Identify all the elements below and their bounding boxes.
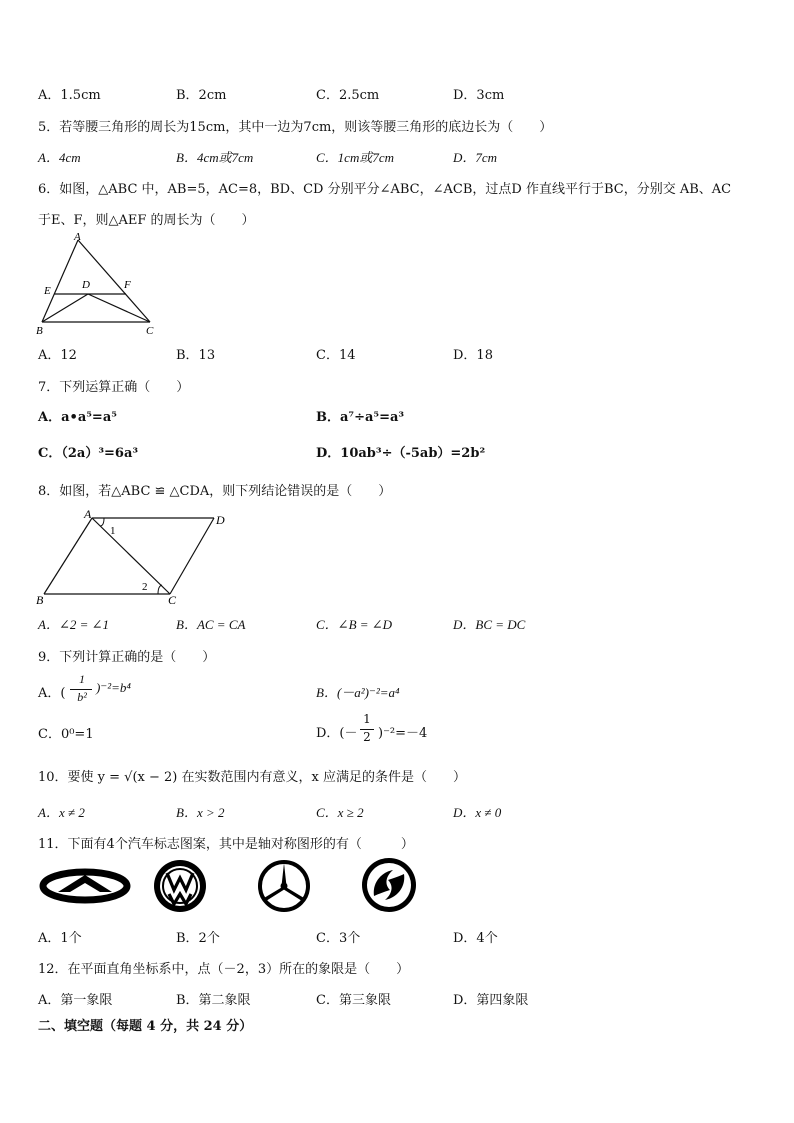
q5-option-d: D．7cm bbox=[453, 150, 498, 165]
q10-option-b: B．x > 2 bbox=[176, 805, 225, 820]
q6-stem-line1: 6．如图，△ABC 中，AB=5，AC=8，BD、CD 分别平分∠ABC，∠ACB，过点D 作直线平行于BC，分别交 AB、AC bbox=[38, 182, 732, 197]
q8-parallelogram-figure bbox=[34, 506, 234, 608]
section-2-title: 二、填空题（每题 4 分，共 24 分） bbox=[38, 1019, 253, 1034]
q12-stem: 12．在平面直角坐标系中，点（－2，3）所在的象限是（ ） bbox=[38, 962, 410, 977]
q4-option-a: A．1.5cm bbox=[38, 88, 101, 103]
q7-option-b: B．a⁷÷a⁵=a³ bbox=[316, 410, 405, 425]
q6-triangle-figure bbox=[36, 230, 166, 338]
q10-option-c: C．x ≥ 2 bbox=[316, 805, 364, 820]
q6-label-a: A bbox=[74, 231, 81, 243]
q6-stem-line2: 于E、F，则△AEF 的周长为（ ） bbox=[38, 213, 255, 228]
q5-stem: 5．若等腰三角形的周长为15cm，其中一边为7cm，则该等腰三角形的底边长为（ ） bbox=[38, 120, 553, 135]
q12-option-b: B．第二象限 bbox=[176, 993, 251, 1008]
q12-option-d: D．第四象限 bbox=[453, 993, 529, 1008]
q6-label-f: F bbox=[124, 279, 131, 291]
q11-option-d: D．4个 bbox=[453, 931, 498, 946]
infiniti-logo-icon bbox=[38, 866, 132, 906]
q8-label-a: A bbox=[84, 507, 92, 521]
q6-option-c: C．14 bbox=[316, 348, 356, 363]
q8-label-b: B bbox=[36, 593, 44, 607]
q10-option-a: A．x ≠ 2 bbox=[38, 805, 85, 820]
q6-option-d: D．18 bbox=[453, 348, 493, 363]
q5-option-c: C．1cm或7cm bbox=[316, 150, 394, 165]
q12-option-c: C．第三象限 bbox=[316, 993, 391, 1008]
volkswagen-logo-icon bbox=[152, 858, 208, 914]
q8-option-c: C．∠B = ∠D bbox=[316, 617, 393, 632]
q8-option-b: B．AC = CA bbox=[176, 617, 246, 632]
q9-option-d-numerator: 1 bbox=[363, 712, 371, 726]
q9-option-a-suffix: )⁻²=b⁴ bbox=[96, 680, 131, 695]
q7-option-a: A．a•a⁵=a⁵ bbox=[38, 410, 117, 425]
q7-option-c: C．（2a）³=6a³ bbox=[38, 446, 139, 461]
q8-angle-2-label: 2 bbox=[142, 581, 148, 593]
q9-option-d-prefix: D．(－ bbox=[316, 726, 358, 741]
q6-option-b: B．13 bbox=[176, 348, 216, 363]
q7-option-d: D．10ab³÷（-5ab）=2b² bbox=[316, 446, 486, 461]
q10-option-d: D．x ≠ 0 bbox=[453, 805, 502, 820]
q8-label-d: D bbox=[216, 513, 225, 527]
q7-stem: 7．下列运算正确（ ） bbox=[38, 380, 190, 395]
q9-option-a-numerator: 1 bbox=[79, 672, 85, 686]
q6-label-e: E bbox=[44, 285, 51, 297]
q11-stem: 11．下面有4个汽车标志图案，其中是轴对称图形的有（ ） bbox=[38, 837, 414, 852]
q9-option-a-denominator: b² bbox=[77, 690, 87, 704]
q9-option-a-prefix: A．( bbox=[38, 686, 66, 701]
q9-option-c: C．0⁰=1 bbox=[38, 727, 94, 742]
q12-option-a: A．第一象限 bbox=[38, 993, 113, 1008]
q6-label-d: D bbox=[82, 279, 90, 291]
q9-option-d-denominator: 2 bbox=[363, 730, 371, 744]
q11-option-c: C．3个 bbox=[316, 931, 361, 946]
q8-option-a: A．∠2 = ∠1 bbox=[38, 617, 109, 632]
q10-stem: 10．要使 y = √(x − 2) 在实数范围内有意义，x 应满足的条件是（ ） bbox=[38, 770, 466, 785]
q11-option-b: B．2个 bbox=[176, 931, 220, 946]
q6-label-c: C bbox=[146, 325, 154, 337]
q9-option-d-suffix: )⁻²=－4 bbox=[378, 726, 428, 741]
q4-option-b: B．2cm bbox=[176, 88, 227, 103]
q8-option-d: D．BC = DC bbox=[453, 617, 526, 632]
q8-stem: 8．如图，若△ABC ≌ △CDA，则下列结论错误的是（ ） bbox=[38, 484, 392, 499]
q4-option-c: C．2.5cm bbox=[316, 88, 380, 103]
q5-option-a: A．4cm bbox=[38, 150, 81, 165]
q8-label-c: C bbox=[168, 593, 177, 607]
q9-stem: 9．下列计算正确的是（ ） bbox=[38, 650, 216, 665]
q8-angle-1-label: 1 bbox=[110, 525, 116, 537]
q11-option-a: A．1个 bbox=[38, 931, 82, 946]
q9-option-b: B．(－a²)⁻²=a⁴ bbox=[316, 685, 400, 700]
dongfeng-logo-icon bbox=[360, 856, 418, 914]
q6-option-a: A．12 bbox=[38, 348, 77, 363]
q4-option-d: D．3cm bbox=[453, 88, 505, 103]
mercedes-logo-icon bbox=[256, 858, 312, 914]
q5-option-b: B．4cm或7cm bbox=[176, 150, 254, 165]
q6-label-b: B bbox=[36, 325, 43, 337]
